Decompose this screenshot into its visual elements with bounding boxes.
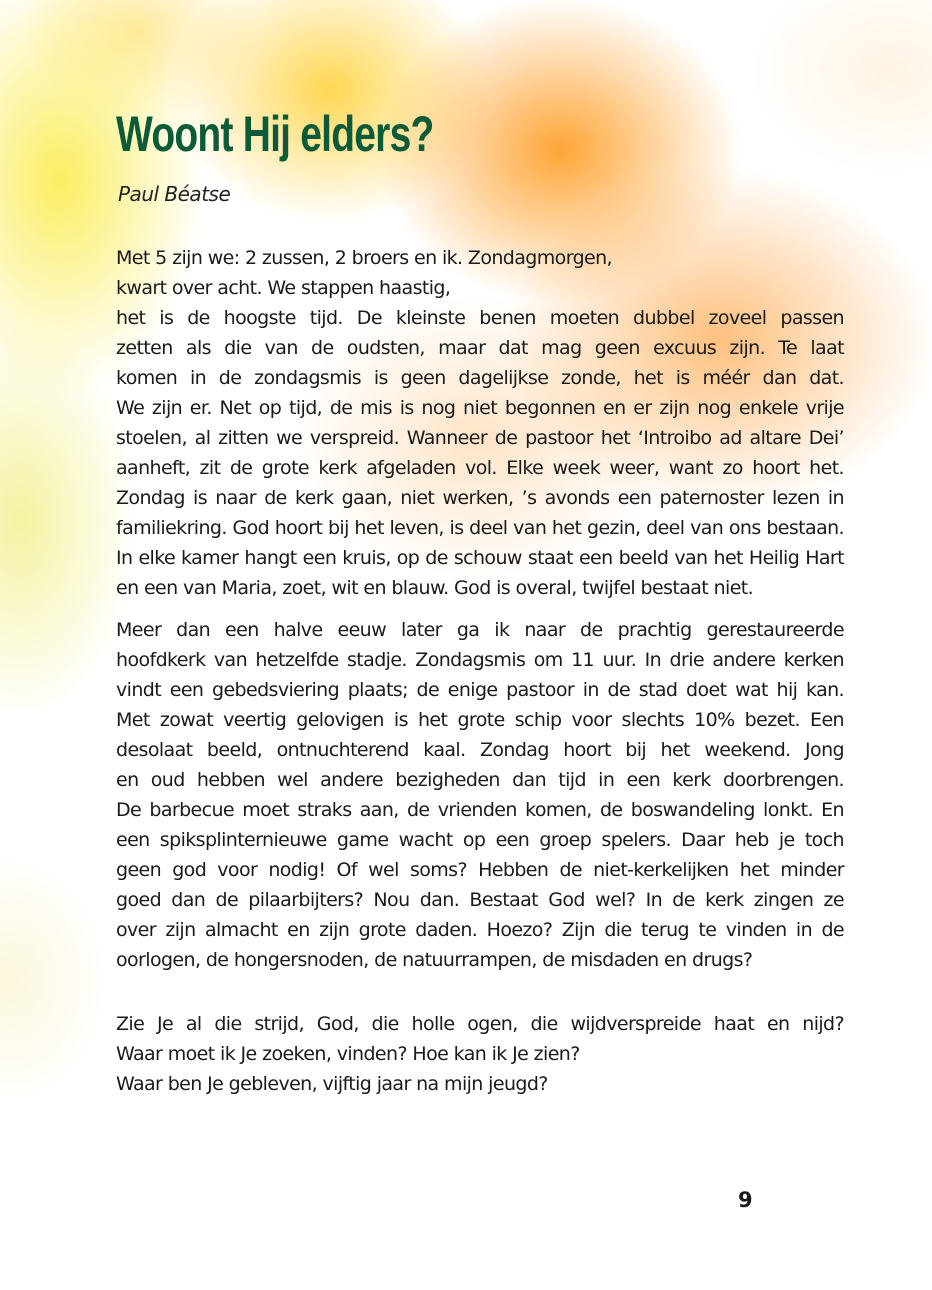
- text-line: en een van Maria, zoet, wit en blauw. God is overal, twijfel bestaat niet.: [116, 577, 754, 599]
- article-author: Paul Béatse: [118, 182, 231, 206]
- text-line: over zijn almacht en zijn grote daden. Hoezo? Zijn die terug te vinden in de: [116, 919, 844, 941]
- paragraph-question: [116, 1009, 844, 1099]
- text-line: hoofdkerk van hetzelfde stadje. Zondagsmis om 11 uur. In drie andere kerken: [116, 649, 844, 671]
- text-line: Zondag is naar de kerk gaan, niet werken, ’s avonds een paternoster lezen in: [116, 487, 844, 509]
- text-line: Met zowat veertig gelovigen is het grote schip voor slechts 10% bezet. Een: [116, 709, 844, 731]
- text-line: Zie Je al die strijd, God, die holle ogen, die wijdverspreide haat en nijd?: [116, 1013, 844, 1035]
- paragraph-present: [116, 615, 844, 975]
- text-line: vindt een gebedsviering plaats; de enige pastoor in de stad doet wat hij kan.: [116, 679, 844, 701]
- page-number: 9: [738, 1188, 753, 1212]
- text-line: Met 5 zijn we: 2 zussen, 2 broers en ik. Zondagmorgen,: [116, 247, 613, 269]
- text-line: aanheft, zit de grote kerk afgeladen vol. Elke week weer, want zo hoort het.: [116, 457, 844, 479]
- text-line: oorlogen, de hongersnoden, de natuurrampen, de misdaden en drugs?: [116, 949, 753, 971]
- text-line: De barbecue moet straks aan, de vrienden komen, de boswandeling lonkt. En: [116, 799, 844, 821]
- text-line: stoelen, al zitten we verspreid. Wanneer de pastoor het ‘Introibo ad altare Dei’: [116, 427, 844, 449]
- text-line: familiekring. God hoort bij het leven, is deel van het gezin, deel van ons bestaan.: [116, 517, 844, 539]
- article-body: [116, 243, 844, 1099]
- paragraph-childhood: [116, 243, 844, 603]
- text-line: Waar ben Je gebleven, vijftig jaar na mijn jeugd?: [116, 1073, 548, 1095]
- text-line: kwart over acht. We stappen haastig,: [116, 277, 451, 299]
- text-line: desolaat beeld, ontnuchterend kaal. Zondag hoort bij het weekend. Jong: [116, 739, 844, 761]
- text-line: zetten als die van de oudsten, maar dat mag geen excuus zijn. Te laat: [116, 337, 844, 359]
- text-line: In elke kamer hangt een kruis, op de schouw staat een beeld van het Heilig Hart: [116, 547, 844, 569]
- text-line: een spiksplinternieuwe game wacht op een groep spelers. Daar heb je toch: [116, 829, 844, 851]
- text-line: Meer dan een halve eeuw later ga ik naar de prachtig gerestaureerde: [116, 619, 844, 641]
- text-line: komen in de zondagsmis is geen dagelijkse zonde, het is méér dan dat.: [116, 367, 844, 389]
- text-line: en oud hebben wel andere bezigheden dan tijd in een kerk doorbrengen.: [116, 769, 844, 791]
- text-line: We zijn er. Net op tijd, de mis is nog niet begonnen en er zijn nog enkele vrije: [116, 397, 844, 419]
- text-line: geen god voor nodig! Of wel soms? Hebben de niet-kerkelijken het minder: [116, 859, 844, 881]
- text-line: Waar moet ik Je zoeken, vinden? Hoe kan ik Je zien?: [116, 1043, 580, 1065]
- text-line: goed dan de pilaarbijters? Nou dan. Bestaat God wel? In de kerk zingen ze: [116, 889, 844, 911]
- text-line: het is de hoogste tijd. De kleinste benen moeten dubbel zoveel passen: [116, 307, 844, 329]
- article-title: Woont Hij elders?: [116, 106, 434, 162]
